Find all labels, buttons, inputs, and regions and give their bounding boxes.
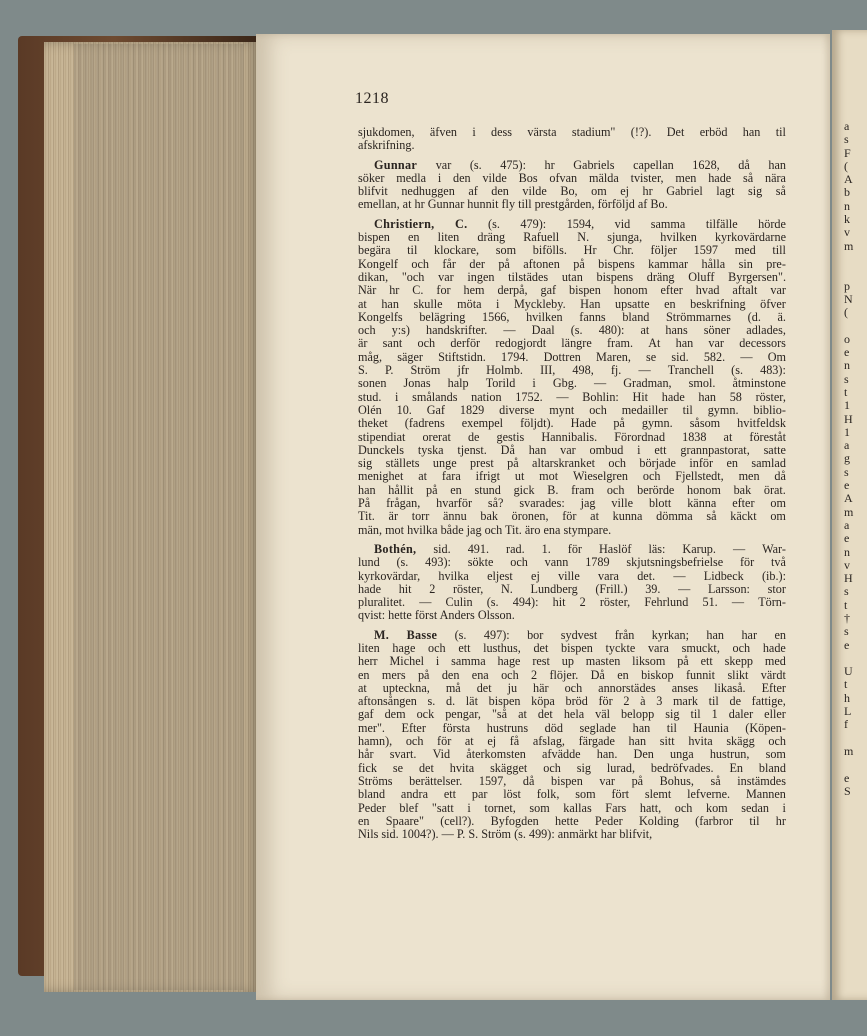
text-line: blifvit nedhuggen af den vilde Bo, om ej hr Gabriel lagt sig så	[358, 184, 786, 199]
text-line: stipendiat orerat de gestis Hannibalis. Förordnad 1838 at föreståt	[358, 429, 786, 444]
text-line: han hållit på en stund gick B. fram och berörde honom bak örat.	[358, 482, 786, 497]
text-line: stud. i smålands nation 1752. — Bohlin: Hit hade han 58 röster,	[358, 389, 786, 404]
text-line: aftonsången s. d. lät bispen köpa bröd för 2 à 3 mark til de fattige,	[358, 694, 786, 709]
margin-fragment: s	[844, 371, 849, 386]
text-line: Bothén, sid. 491. rad. 1. för Haslöf läs: Karup. — War-	[374, 541, 786, 556]
text-line: Olén 10. Gaf 1829 diverse mynt och medailler til gymn. biblio-	[358, 402, 786, 417]
margin-fragment: U	[844, 664, 853, 679]
margin-fragment: †	[844, 610, 850, 625]
margin-fragment: H	[844, 411, 853, 426]
text-line: bispen en liten dräng Rafuell N. sjunga, hvilken kyrkovärdarne	[358, 230, 786, 245]
margin-fragment: m	[844, 743, 854, 758]
text-line: at upteckna, må det ju här och annorstädes anses likaså. Efter	[358, 680, 786, 695]
margin-fragment	[844, 319, 867, 332]
margin-fragment	[844, 266, 867, 279]
margin-fragment: g	[844, 451, 850, 466]
text-line: menighet at fara ifrigt ut mot Wieselgren och Fjellstedt, men då	[358, 469, 786, 484]
margin-fragment: f	[844, 717, 848, 732]
margin-fragment: n	[844, 198, 850, 213]
margin-fragment: F	[844, 145, 851, 160]
text-line: Gunnar var (s. 475): hr Gabriels capellan 1628, då han	[374, 157, 786, 172]
text-line: fick se det hvita skägget och sig lurad, bedröfvades. En bland	[358, 760, 786, 775]
text-line: Nils sid. 1004?). — P. S. Ström (s. 499): anmärkt har blifvit,	[358, 827, 653, 842]
margin-fragment: e	[844, 345, 850, 360]
text-line: sonen Jonas halp Torild i Gbg. — Gradman, smol. åtminstone	[358, 376, 786, 391]
margin-fragment	[844, 758, 867, 771]
margin-fragment: (	[844, 158, 848, 173]
margin-fragment: v	[844, 225, 850, 240]
margin-fragment: a	[844, 517, 850, 532]
margin-fragment: m	[844, 238, 854, 253]
text-line: Peder blef "satt i tornet, som kallas Fars hatt, och kom sedan i	[358, 800, 786, 815]
margin-fragment: s	[844, 132, 849, 147]
margin-fragment: (	[844, 305, 848, 320]
margin-fragment: e	[844, 531, 850, 546]
margin-fragment: h	[844, 690, 850, 705]
margin-fragment: t	[844, 677, 848, 692]
text-line: emellan, at hr Gunnar hunnit fly till prestgården, förföljd af Bo.	[358, 197, 668, 212]
margin-fragment: o	[844, 331, 850, 346]
text-line: män, mot hvilka både jag och Tit. äro ena stympare.	[358, 522, 612, 537]
margin-fragment: v	[844, 557, 850, 572]
text-line: gaf dem ock pengar, "så at det hela väl belopp sig til 1 daler eller	[358, 707, 786, 722]
text-line: måg, säger Stiftstidn. 1794. Dottren Maren, se sid. 582. — Om	[358, 349, 786, 364]
margin-fragment: t	[844, 384, 848, 399]
margin-fragment: e	[844, 770, 850, 785]
page-number: 1218	[355, 90, 389, 107]
text-line: herr Michel i samma hage rest up masten liksom på ett skepp med	[358, 654, 786, 669]
margin-fragment: a	[844, 438, 850, 453]
margin-fragment: A	[844, 491, 853, 506]
text-line: Tit. är torr ännu bak öronen, för at kunna dömma så käckt om	[358, 509, 786, 524]
margin-fragment: s	[844, 584, 849, 599]
text-line: bland andra ett par löst folk, som fört slemt lefverne. Mannen	[358, 787, 786, 802]
text-line: hade hit 2 röster, N. Lundberg (Frill.) 39. — Larsson: stor	[358, 581, 786, 596]
text-line: och y:s) handskrifter. — Daal (s. 480): at hans söner adlades,	[358, 323, 786, 338]
page-text	[358, 126, 786, 841]
margin-fragment: a	[844, 119, 850, 133]
margin-fragment: L	[844, 704, 852, 719]
margin-fragment: e	[844, 478, 850, 493]
text-line: Ströms berättelser. 1597, då bispen var på Bohus, så instämdes	[358, 773, 786, 788]
text-line: qvist: hette först Anders Olsson.	[358, 608, 515, 623]
text-line: en Spaare" (cell?). Byfogden hette Peder Kolding (farbror til hr	[358, 813, 786, 828]
text-line: Kongelf och får der på aftonen på bispens kammar hålla sin pre-	[358, 256, 786, 271]
margin-fragment: H	[844, 571, 853, 586]
next-page-margin-text	[844, 120, 867, 798]
margin-fragment: A	[844, 172, 853, 187]
margin-fragment: n	[844, 358, 850, 373]
margin-fragment: e	[844, 637, 850, 652]
text-line: kyrkovärdar, hvilka eljest ej ville vara det. — Lidbeck (ib.):	[358, 568, 786, 583]
margin-fragment: p	[844, 278, 850, 293]
margin-fragment: N	[844, 291, 853, 306]
margin-fragment	[844, 652, 867, 665]
text-line: M. Basse (s. 497): bor sydvest från kyrkan; han har en	[374, 627, 786, 642]
text-line: theket (fadrens exempel följdt). Hade på gymn. såsom hvitfeldsk	[358, 416, 786, 431]
text-line: hamn), och för at ej få afslag, färgade han sitt hvita skägg och	[358, 734, 786, 749]
text-line: hår svart. Vid återkomsten afvädde han. Den unga hustrun, som	[358, 747, 786, 762]
text-line: pluralitet. — Culin (s. 494): hit 2 röster, Fehrlund 51. — Törn-	[358, 595, 786, 610]
text-line: en mers på den ena och 2 flöjer. Då en biskop funnit slikt värdt	[358, 667, 786, 682]
text-line: dikan, "och var ingen tilstädes utan bispens dräng Oluff Byrgersen".	[358, 269, 786, 284]
text-line: S. P. Ström jfr Holmb. III, 498, fj. — Tranchell (s. 483):	[358, 363, 786, 378]
margin-fragment: b	[844, 185, 850, 200]
margin-fragment: S	[844, 783, 851, 798]
margin-fragment: 1	[844, 398, 850, 413]
text-line: mer". Efter första hustruns död seglade han til Haunia (Köpen-	[358, 720, 786, 735]
text-line: Kongelfs belägring 1566, hvilken fanns bland Strömmarnes (d. ä.	[358, 309, 786, 324]
text-line: at han skulle möta i Myckleby. Han upsatte en beskrifning öfver	[358, 296, 786, 311]
text-line: Christiern, C. (s. 479): 1594, vid samma tilfälle hörde	[374, 216, 786, 231]
margin-fragment: n	[844, 544, 850, 559]
text-line: lund (s. 493): sökte och vann 1789 skjutsningsbefrielse för två	[358, 555, 786, 570]
text-line: är sant och derför redogjordt längre fram. At han var decessors	[358, 336, 786, 351]
margin-fragment: t	[844, 597, 848, 612]
margin-fragment: k	[844, 212, 850, 227]
margin-fragment	[844, 253, 867, 266]
text-line: På frågan, hvarför så? svarades: jag ville blott känna efter om	[358, 496, 786, 511]
text-line: afskrifning.	[358, 138, 415, 153]
text-line: Dunckels tyska tjenst. Då han var ombud i ett grannpastorat, satte	[358, 442, 786, 457]
margin-fragment: 1	[844, 424, 850, 439]
text-line: sjukdomen, äfven i dess värsta stadium" (!?). Det erböd han til	[358, 125, 786, 139]
margin-fragment: s	[844, 464, 849, 479]
text-line: liten hage och ett lusthus, det bispen tyckte vara smuckt, och hade	[358, 640, 786, 655]
text-line: begära til klockare, som bifölls. Hr Chr. följer 1597 med till	[358, 243, 786, 258]
margin-fragment: m	[844, 504, 854, 519]
margin-fragment	[844, 732, 867, 745]
page-edges-shading	[74, 44, 244, 990]
margin-fragment: s	[844, 624, 849, 639]
text-line: sig ställets unge prest på altarskranket och började inför en samlad	[358, 456, 786, 471]
text-line: söker medla i den vilde Bos ofvan mälda tvister, men hade så nära	[358, 170, 786, 185]
text-line: När hr C. for hem derpå, gaf bispen honom efter hvad aftalt var	[358, 283, 786, 298]
